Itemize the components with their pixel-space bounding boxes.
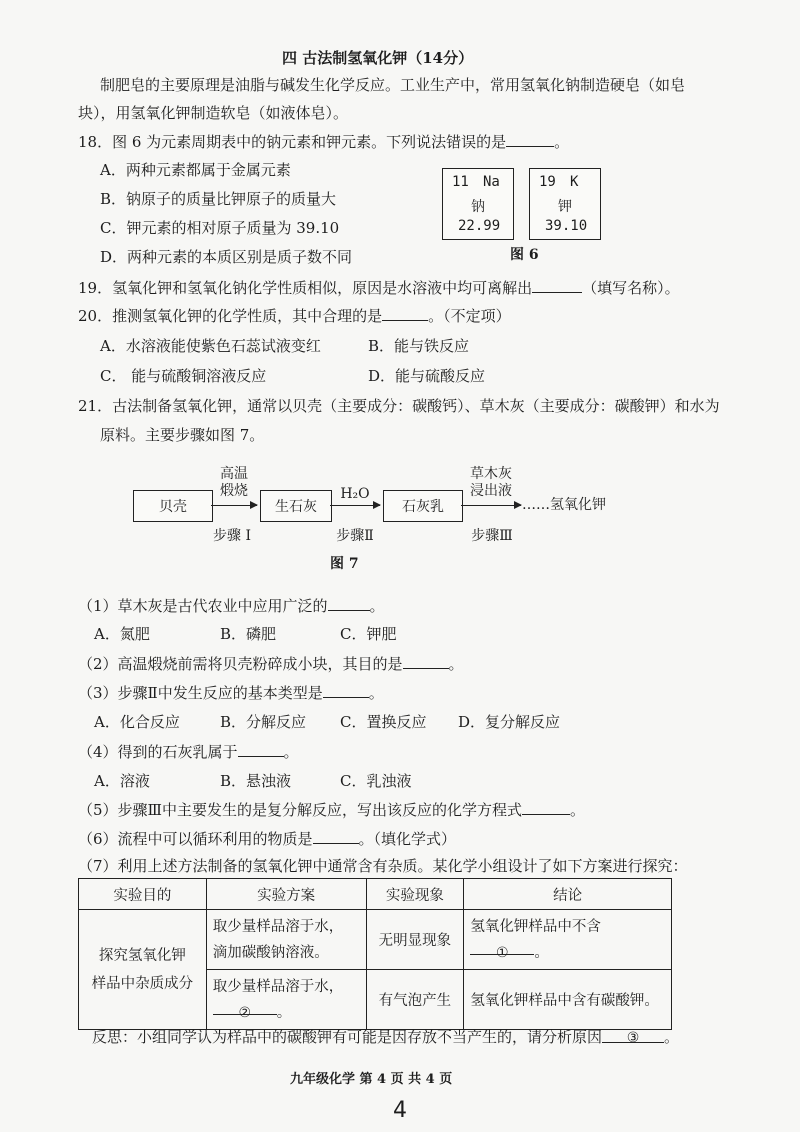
section-title: 四 古法制氢氧化钾（14分） [282, 49, 474, 67]
flow-condition-3: 草木灰 浸出液 [470, 466, 512, 499]
q20-answer-blank[interactable] [382, 306, 428, 321]
header-purpose: 实验目的 [79, 879, 207, 910]
q21-3-option-a[interactable]: A．化合反应 [94, 713, 180, 731]
q18-option-a[interactable]: A．两种元素都属于金属元素 [100, 161, 291, 179]
na-mass: 22.99 [458, 218, 501, 234]
flow-condition-1: 高温 煅烧 [220, 466, 248, 499]
q20-option-c[interactable]: C． 能与硫酸铜溶液反应 [100, 367, 267, 385]
q18-option-b[interactable]: B．钠原子的质量比钾原子的质量大 [100, 190, 337, 208]
header-phenomenon: 实验现象 [366, 879, 464, 910]
header-conclusion: 结论 [464, 879, 672, 910]
flow-box-quicklime: 生石灰 [260, 490, 332, 522]
intro-line-1: 制肥皂的主要原理是油脂与碱发生化学反应。工业生产中，常用氢氧化钠制造硬皂（如皂 [100, 76, 686, 94]
k-symbol: K [570, 174, 579, 190]
q21-3-answer-blank[interactable] [323, 683, 369, 698]
element-card-k [529, 168, 601, 240]
blank-3[interactable]: ③ [602, 1028, 664, 1043]
q21-stem-line-1: 21．古法制备氢氧化钾，通常以贝壳（主要成分：碳酸钙）、草木灰（主要成分：碳酸钾）和水为 [78, 397, 720, 415]
intro-line-2: 块），用氢氧化钾制造软皂（如液体皂）。 [78, 104, 349, 122]
q19-answer-blank[interactable] [532, 278, 582, 293]
q21-3-option-d[interactable]: D．复分解反应 [458, 713, 561, 731]
q18-option-c[interactable]: C．钾元素的相对原子质量为 39.10 [100, 219, 340, 237]
na-name: 钠 [471, 199, 485, 215]
flow-box-lime-milk: 石灰乳 [383, 490, 463, 522]
q21-4-option-c[interactable]: C．乳浊液 [340, 772, 412, 790]
q21-4-option-a[interactable]: A．溶液 [94, 772, 150, 790]
q21-1-option-c[interactable]: C．钾肥 [340, 625, 397, 643]
q21-1-answer-blank[interactable] [328, 596, 370, 611]
q21-2-stem: （2）高温煅烧前需将贝壳粉碎成小块，其目的是 。 [78, 655, 464, 673]
q21-stem-line-2: 原料。主要步骤如图 7。 [100, 426, 265, 444]
purpose-cell: 探究氢氧化钾 样品中杂质成分 [79, 910, 207, 1030]
flow-arrow-3 [461, 505, 521, 506]
q21-2-answer-blank[interactable] [403, 654, 449, 669]
q21-3-option-b[interactable]: B．分解反应 [220, 713, 307, 731]
phenomenon-cell-1: 无明显现象 [366, 910, 464, 970]
q21-1-stem: （1）草木灰是古代农业中应用广泛的 。 [78, 597, 385, 615]
flow-condition-2: H₂O [340, 486, 370, 502]
q21-4-stem: （4）得到的石灰乳属于 。 [78, 743, 299, 761]
q20-option-a[interactable]: A．水溶液能使紫色石蕊试液变红 [100, 337, 321, 355]
conclusion-cell-2: 氢氧化钾样品中含有碳酸钾。 [464, 970, 672, 1030]
blank-1[interactable]: ① [470, 940, 534, 955]
flow-end-product: ……氢氧化钾 [522, 497, 606, 513]
q19-stem: 19．氢氧化钾和氢氧化钠化学性质相似，原因是水溶液中均可离解出 （填写名称）。 [78, 279, 680, 297]
flow-step-1: 步骤 I [213, 528, 251, 544]
flow-box-shell: 贝壳 [133, 490, 213, 522]
flow-step-3: 步骤Ⅲ [471, 528, 513, 544]
flow-arrow-2 [330, 505, 380, 506]
q21-7-stem: （7）利用上述方法制备的氢氧化钾中通常含有杂质。某化学小组设计了如下方案进行探究： [78, 857, 688, 875]
page-footer: 九年级化学 第 4 页 共 4 页 [290, 1072, 453, 1087]
k-name: 钾 [558, 199, 572, 215]
q18-stem: 18．图 6 为元素周期表中的钠元素和钾元素。下列说法错误的是 。 [78, 133, 570, 151]
q21-6-answer-blank[interactable] [313, 829, 359, 844]
header-plan: 实验方案 [206, 879, 366, 910]
element-card-na [442, 168, 514, 240]
q21-3-option-c[interactable]: C．置换反应 [340, 713, 427, 731]
plan-cell-2: 取少量样品溶于水， ② 。 [206, 970, 366, 1030]
q21-6-stem: （6）流程中可以循环利用的物质是 。（填化学式） [78, 830, 457, 848]
conclusion-cell-1: 氢氧化钾样品中不含 ① 。 [464, 910, 672, 970]
blank-2[interactable]: ② [213, 1000, 277, 1015]
q21-4-option-b[interactable]: B．悬浊液 [220, 772, 292, 790]
q21-5-answer-blank[interactable] [522, 800, 570, 815]
page-number: 4 [393, 1098, 407, 1123]
q18-answer-blank[interactable] [506, 132, 554, 147]
figure-7-label: 图 7 [330, 556, 359, 572]
q21-4-answer-blank[interactable] [238, 742, 284, 757]
reflection: 反思：小组同学认为样品中的碳酸钾有可能是因存放不当产生的，请分析原因 ③ 。 [92, 1028, 680, 1046]
flow-arrow-1 [211, 505, 257, 506]
experiment-table [78, 878, 672, 1030]
flow-step-2: 步骤Ⅱ [336, 528, 374, 544]
q21-1-option-a[interactable]: A．氮肥 [94, 625, 150, 643]
table-header-row [79, 879, 672, 910]
q20-option-d[interactable]: D．能与硫酸反应 [368, 367, 486, 385]
q20-stem: 20．推测氢氧化钾的化学性质，其中合理的是 。（不定项） [78, 307, 511, 325]
table-row [79, 910, 672, 970]
na-atomic-number: 11 [452, 174, 469, 190]
q21-5-stem: （5）步骤Ⅲ中主要发生的是复分解反应，写出该反应的化学方程式 。 [78, 801, 586, 819]
plan-cell-1: 取少量样品溶于水， 滴加碳酸钠溶液。 [206, 910, 366, 970]
k-atomic-number: 19 [539, 174, 556, 190]
q18-option-d[interactable]: D．两种元素的本质区别是质子数不同 [100, 248, 353, 266]
k-mass: 39.10 [545, 218, 588, 234]
q21-1-option-b[interactable]: B．磷肥 [220, 625, 277, 643]
q20-option-b[interactable]: B．能与铁反应 [368, 337, 470, 355]
q21-3-stem: （3）步骤Ⅱ中发生反应的基本类型是 。 [78, 684, 384, 702]
na-symbol: Na [483, 174, 500, 190]
phenomenon-cell-2: 有气泡产生 [366, 970, 464, 1030]
figure-6-label: 图 6 [510, 247, 539, 263]
